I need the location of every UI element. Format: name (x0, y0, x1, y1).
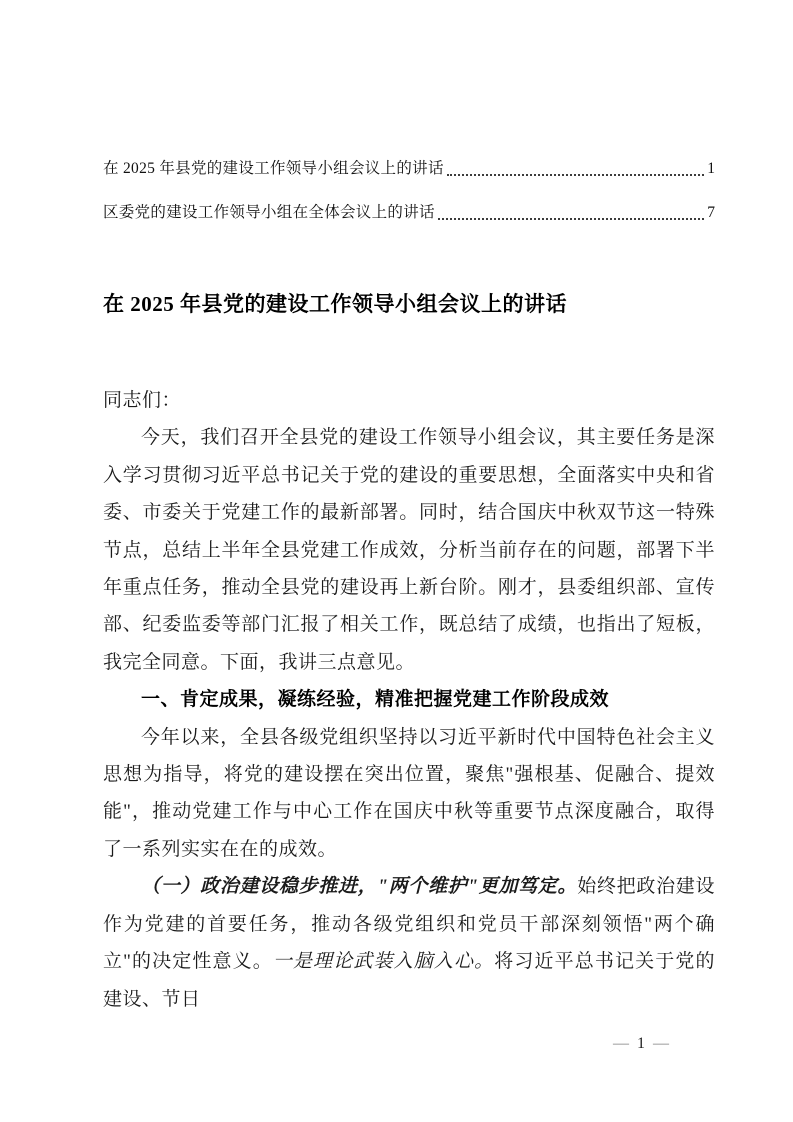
toc-item-1[interactable] (103, 158, 715, 180)
point-1-emphasis: 一是理论武装入脑入心。 (272, 951, 495, 973)
point-1-lead-in: （一）政治建设稳步推进，"两个维护"更加笃定。 (141, 876, 578, 898)
toc-item-title: 区委党的建设工作领导小组在全体会议上的讲话 (103, 204, 435, 221)
toc-page-number: 7 (707, 204, 715, 221)
footer-dash-right: — (653, 1035, 669, 1052)
table-of-contents (103, 158, 715, 224)
toc-item-2[interactable] (103, 202, 715, 224)
paragraph-intro: 今天，我们召开全县党的建设工作领导小组会议，其主要任务是深入学习贯彻习近平总书记关于党的建设的重要思想，全面落实中央和省委、市委关于党建工作的最新部署。同时，结合国庆中秋双节这一特殊节点，总结上半年全县党建工作成效，分析当前存在的问题，部署下半年重点任务，推动全县党的建设再上新台阶。刚才，县委组织部、宣传部、纪委监委等部门汇报了相关工作，既总结了成绩，也指出了短板，我完全同意。下面，我讲三点意见。 (103, 427, 715, 673)
paragraph-point-1 (103, 868, 715, 1018)
point-1-body-1: 始终把政治建设作为党建的首要任务，推动各级党组织和党员干部深刻领悟"两个确立"的决定性意义。 (103, 876, 715, 973)
footer-page-number: 1 (637, 1035, 645, 1052)
section-heading-1: 一、肯定成果，凝练经验，精准把握党建工作阶段成效 (141, 689, 610, 711)
salutation: 同志们： (103, 390, 182, 411)
toc-item-title: 在 2025 年县党的建设工作领导小组会议上的讲话 (103, 160, 444, 177)
point-1-body-2: 将习近平总书记关于党的建设、节日 (103, 951, 715, 1010)
page-content (103, 0, 715, 1018)
paragraph-overview: 今年以来，全县各级党组织坚持以习近平新时代中国特色社会主义思想为指导，将党的建设摆在突出位置，聚焦"强根基、促融合、提效能"，推动党建工作与中心工作在国庆中秋等重要节点深度融合，取得了一系列实实在在的成效。 (103, 726, 715, 860)
toc-dot-leader (438, 218, 704, 220)
toc-page-number: 1 (707, 160, 715, 177)
page-number-footer (613, 1034, 669, 1054)
toc-dot-leader (447, 174, 704, 176)
document-body (103, 382, 715, 1018)
document-title: 在 2025 年县党的建设工作领导小组会议上的讲话 (103, 292, 567, 316)
footer-dash-left: — (613, 1035, 629, 1052)
